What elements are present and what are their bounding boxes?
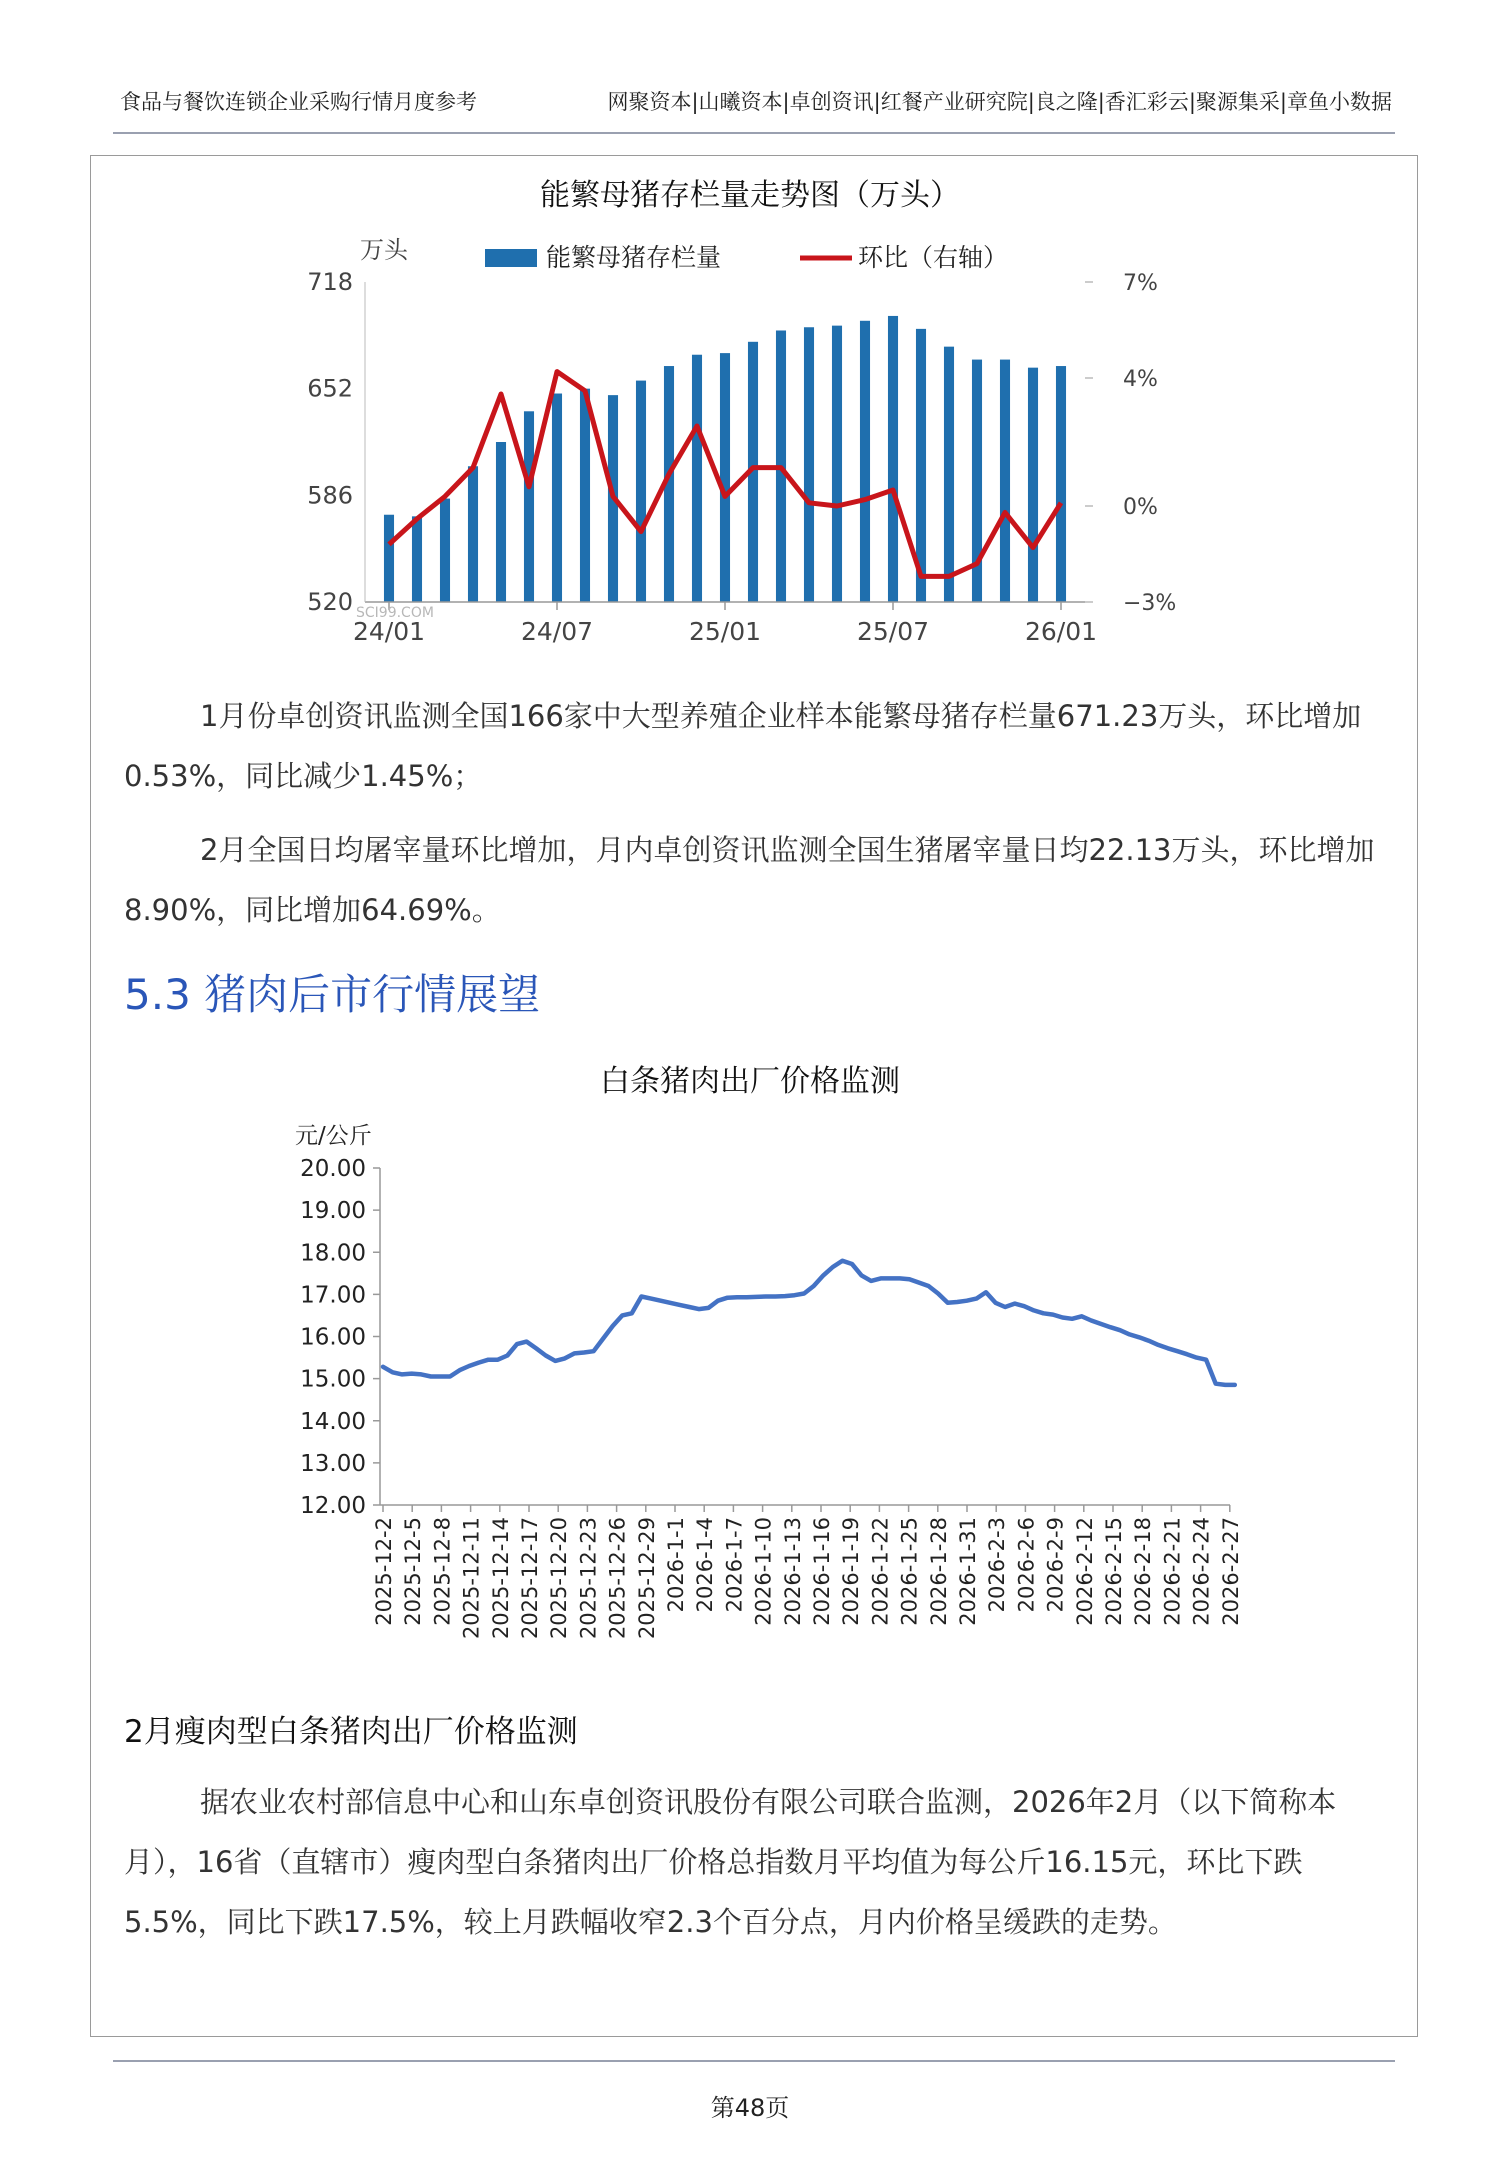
x-tick-label: 2026-1-31 <box>956 1517 980 1626</box>
y-tick-label: 17.00 <box>300 1282 366 1309</box>
legend-line-label: 环比（右轴） <box>858 243 1009 272</box>
x-tick-label: 24/07 <box>520 617 594 646</box>
chart2-title: 白条猪肉出厂价格监测 <box>600 1064 900 1099</box>
inventory-bar <box>384 515 394 602</box>
y-right-tick-label: 4% <box>1123 367 1158 392</box>
watermark: SCI99.COM <box>356 605 434 621</box>
section-heading: 5.3 猪肉后市行情展望 <box>124 970 541 1019</box>
sow-inventory-chart <box>290 232 1190 662</box>
x-tick-label: 2025-12-8 <box>430 1517 455 1626</box>
y-left-tick-label: 718 <box>307 268 353 296</box>
header-divider <box>113 132 1395 134</box>
inventory-bar <box>1000 360 1010 602</box>
paragraph-price-index: 据农业农村部信息中心和山东卓创资讯股份有限公司联合监测，2026年2月（以下简称本月），16省（直辖市）瘦肉型白条猪肉出厂价格总指数月平均值为每公斤16.15元，环比下跌5.5%，同比下跌17.5%，较上月跌幅收窄2.3个百分点，月内价格呈缓跌的走势。 <box>124 1785 1337 1939</box>
inventory-bar <box>412 516 422 602</box>
x-tick-label: 2026-2-6 <box>1014 1517 1039 1613</box>
x-tick-label: 2026-2-3 <box>985 1517 1010 1613</box>
inventory-bar <box>1056 366 1066 602</box>
inventory-bar <box>860 321 870 602</box>
x-tick-label: 2025-12-17 <box>518 1517 542 1640</box>
x-tick-label: 2026-1-16 <box>810 1517 834 1626</box>
header-sources: 网聚资本|山曦资本|卓创资讯|红餐产业研究院|良之隆|香汇彩云|聚源集采|章鱼小数据 <box>607 90 1392 114</box>
paragraph-slaughter: 2月全国日均屠宰量环比增加，月内卓创资讯监测全国生猪屠宰量日均22.13万头，环比增加8.90%，同比增加64.69%。 <box>124 833 1375 927</box>
x-tick-label: 2026-2-24 <box>1189 1517 1214 1626</box>
x-tick-label: 2026-2-15 <box>1102 1517 1126 1626</box>
x-tick-label: 2025-12-20 <box>547 1517 572 1640</box>
x-tick-label: 2026-2-12 <box>1072 1517 1097 1626</box>
pork-price-chart <box>270 1110 1250 1670</box>
y-right-tick-label: 0% <box>1123 495 1158 520</box>
x-tick-label: 2026-1-7 <box>722 1517 747 1613</box>
legend-bar-label: 能繁母猪存栏量 <box>546 243 722 272</box>
y-tick-label: 19.00 <box>300 1198 366 1225</box>
paragraph-sow-inventory: 1月份卓创资讯监测全国166家中大型养殖企业样本能繁母猪存栏量671.23万头，环比增加0.53%，同比减少1.45%； <box>124 699 1362 793</box>
subheading: 2月瘦肉型白条猪肉出厂价格监测 <box>124 1714 578 1750</box>
x-tick-label: 2025-12-26 <box>605 1517 630 1640</box>
y-tick-label: 12.00 <box>300 1493 366 1519</box>
x-tick-label: 25/07 <box>856 617 930 646</box>
x-tick-label: 2025-12-5 <box>401 1517 426 1626</box>
inventory-bar <box>552 394 562 602</box>
x-tick-label: 2025-12-29 <box>634 1517 659 1640</box>
x-tick-label: 2026-2-18 <box>1131 1517 1156 1626</box>
inventory-bar <box>888 316 898 602</box>
y-tick-label: 18.00 <box>300 1240 366 1267</box>
y-left-tick-label: 652 <box>307 374 353 403</box>
x-tick-label: 26/01 <box>1024 617 1098 646</box>
y-tick-label: 14.00 <box>300 1408 366 1435</box>
x-tick-label: 2026-1-22 <box>868 1517 893 1626</box>
x-tick-label: 2025-12-14 <box>488 1517 513 1640</box>
y-tick-label: 13.00 <box>300 1450 366 1477</box>
x-tick-label: 2026-2-21 <box>1160 1517 1185 1626</box>
y-tick-label: 20.00 <box>300 1156 366 1182</box>
footer-divider <box>113 2060 1395 2062</box>
inventory-bar <box>440 499 450 602</box>
x-tick-label: 2026-2-27 <box>1218 1517 1243 1626</box>
price-line <box>383 1261 1235 1385</box>
x-tick-label: 2025-12-11 <box>459 1517 484 1640</box>
inventory-bar <box>804 327 814 602</box>
x-tick-label: 2026-1-1 <box>664 1517 688 1613</box>
inventory-bar <box>524 411 534 602</box>
inventory-bar <box>944 347 954 602</box>
inventory-bar <box>580 389 590 602</box>
x-tick-label: 2026-1-25 <box>897 1517 922 1626</box>
x-tick-label: 2026-1-4 <box>693 1517 718 1613</box>
legend-bar-swatch <box>485 249 537 267</box>
x-tick-label: 2026-1-19 <box>839 1517 864 1626</box>
x-tick-label: 2025-12-23 <box>576 1517 601 1640</box>
x-tick-label: 2026-1-13 <box>780 1517 805 1626</box>
inventory-bar <box>496 442 506 602</box>
y-right-tick-label: −3% <box>1123 591 1177 616</box>
y-tick-label: 16.00 <box>300 1324 366 1351</box>
y-left-tick-label: 586 <box>307 481 353 510</box>
chart2-unit-label: 元/公斤 <box>295 1123 372 1149</box>
chart1-unit-label: 万头 <box>360 236 408 264</box>
inventory-bar <box>1028 368 1038 602</box>
inventory-bar <box>720 353 730 602</box>
inventory-bar <box>468 466 478 602</box>
y-tick-label: 15.00 <box>300 1366 366 1393</box>
inventory-bar <box>832 326 842 602</box>
header-title: 食品与餐饮连锁企业采购行情月度参考 <box>120 90 477 114</box>
x-tick-label: 2026-1-28 <box>926 1517 951 1626</box>
x-tick-label: 24/01 <box>352 617 426 646</box>
y-left-tick-label: 520 <box>307 588 353 616</box>
inventory-bar <box>636 381 646 602</box>
page-number: 第48页 <box>710 2094 790 2122</box>
x-tick-label: 25/01 <box>688 617 762 646</box>
inventory-bar <box>692 355 702 602</box>
x-tick-label: 2026-2-9 <box>1043 1517 1068 1613</box>
x-tick-label: 2025-12-2 <box>372 1517 396 1626</box>
y-right-tick-label: 7% <box>1123 271 1158 296</box>
x-tick-label: 2026-1-10 <box>751 1517 776 1626</box>
chart1-title: 能繁母猪存栏量走势图（万头） <box>540 178 960 213</box>
